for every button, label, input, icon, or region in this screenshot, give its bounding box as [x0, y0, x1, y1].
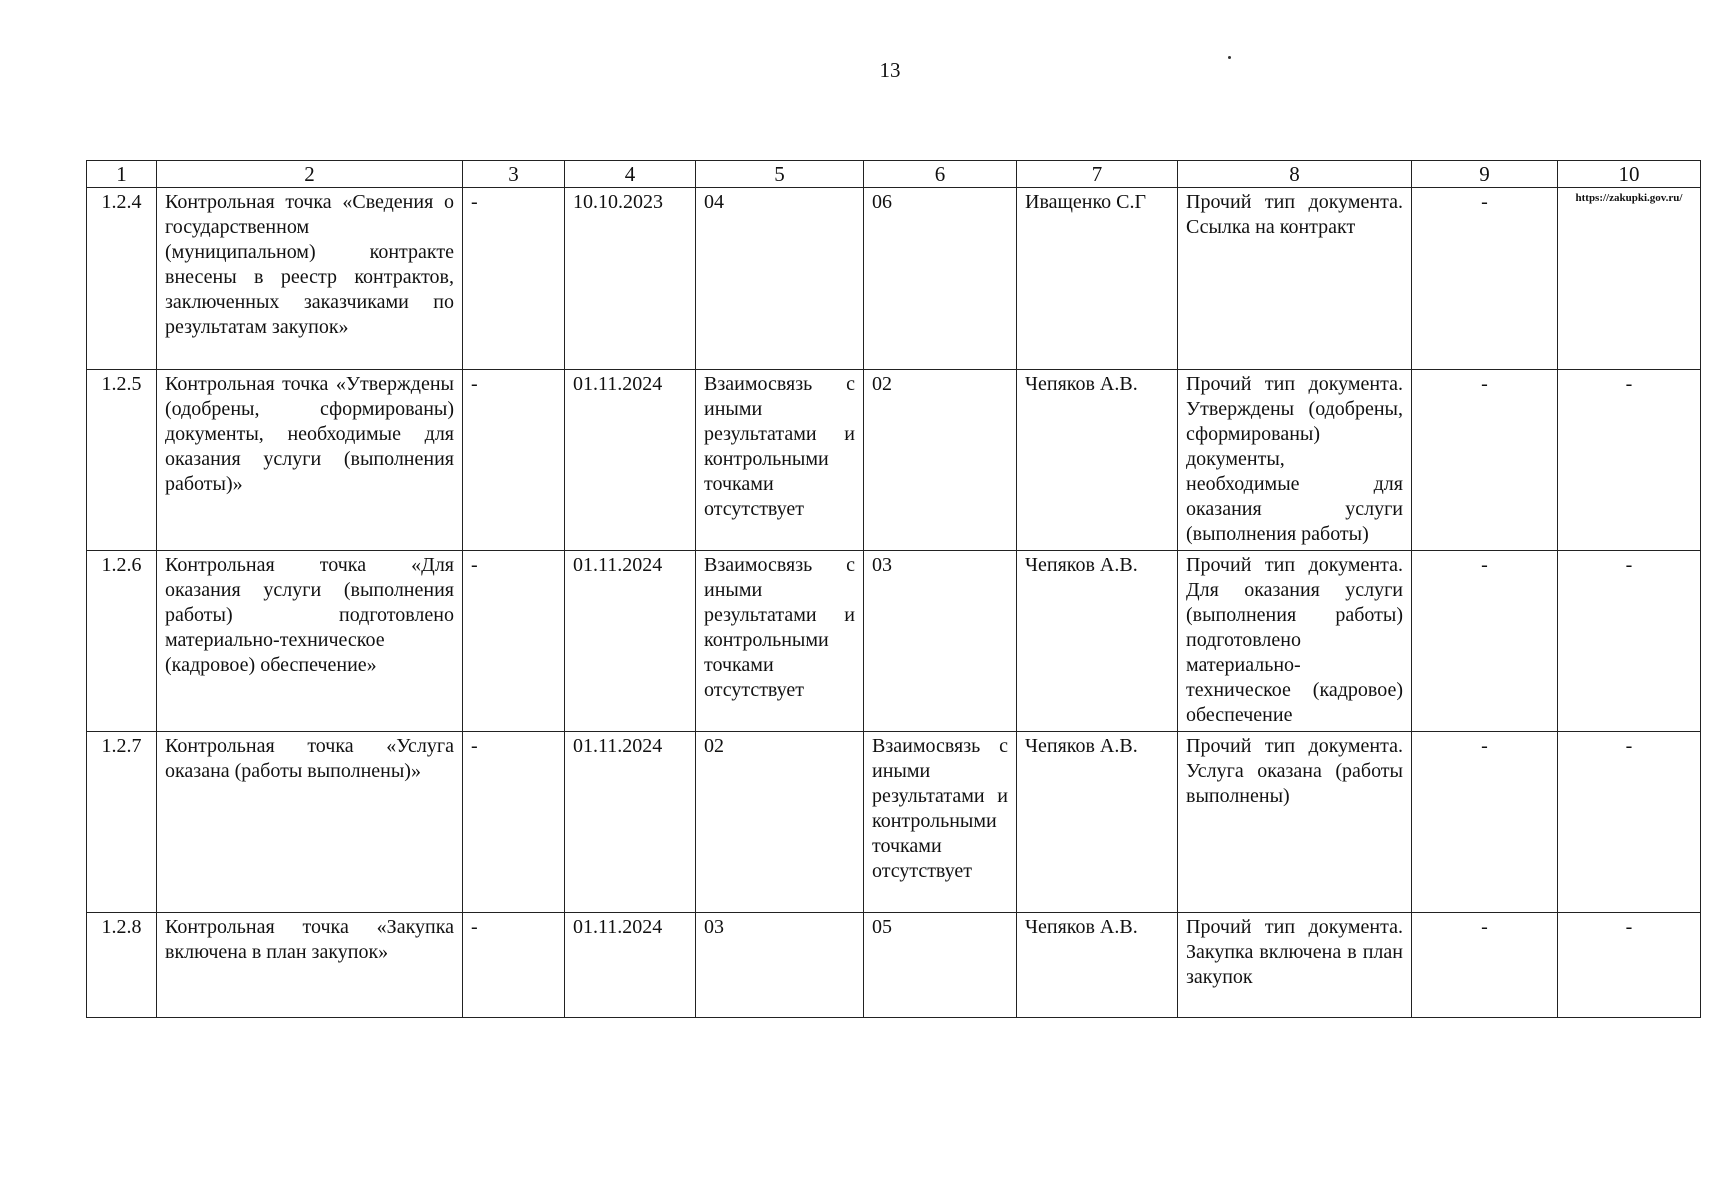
responsible-person: Чепяков А.В. [1017, 551, 1178, 732]
col3-value: - [463, 188, 565, 370]
document-type: Прочий тип документа. Утверждены (одобрены, сформированы) документы, необходимые для оказания услуги (выполнения работы) [1178, 370, 1412, 551]
col10-value: - [1558, 913, 1701, 1018]
col5-value: Взаимосвязь с иными результатами и контрольными точками отсутствует [696, 551, 864, 732]
reference-link: https://zakupki.gov.ru/ [1558, 188, 1701, 370]
responsible-person: Иващенко С.Г [1017, 188, 1178, 370]
responsible-person: Чепяков А.В. [1017, 732, 1178, 913]
col9-value: - [1412, 551, 1558, 732]
document-type: Прочий тип документа. Закупка включена в план закупок [1178, 913, 1412, 1018]
col3-value: - [463, 370, 565, 551]
col-header-8: 8 [1178, 161, 1412, 188]
col-header-2: 2 [157, 161, 463, 188]
col6-value: 02 [864, 370, 1017, 551]
date-value: 01.11.2024 [565, 732, 696, 913]
scan-speck [1228, 56, 1231, 59]
document-type: Прочий тип документа. Для оказания услуги (выполнения работы) подготовлено материально-техническое (кадровое) обеспечение [1178, 551, 1412, 732]
col-header-9: 9 [1412, 161, 1558, 188]
row-number: 1.2.5 [87, 370, 157, 551]
col-header-4: 4 [565, 161, 696, 188]
table-row [87, 551, 1701, 732]
date-value: 01.11.2024 [565, 370, 696, 551]
col10-value: - [1558, 732, 1701, 913]
col9-value: - [1412, 732, 1558, 913]
col10-value: - [1558, 551, 1701, 732]
table-row [87, 913, 1701, 1018]
responsible-person: Чепяков А.В. [1017, 370, 1178, 551]
row-number: 1.2.8 [87, 913, 157, 1018]
col3-value: - [463, 732, 565, 913]
col6-value: Взаимосвязь с иными результатами и контрольными точками отсутствует [864, 732, 1017, 913]
col3-value: - [463, 913, 565, 1018]
col6-value: 06 [864, 188, 1017, 370]
document-type: Прочий тип документа. Услуга оказана (работы выполнены) [1178, 732, 1412, 913]
control-point-name: Контрольная точка «Для оказания услуги (выполнения работы) подготовлено материально-техническое (кадровое) обеспечение» [157, 551, 463, 732]
col-header-10: 10 [1558, 161, 1701, 188]
control-point-name: Контрольная точка «Закупка включена в план закупок» [157, 913, 463, 1018]
date-value: 10.10.2023 [565, 188, 696, 370]
col-header-7: 7 [1017, 161, 1178, 188]
control-points-table [86, 160, 1701, 1018]
col5-value: Взаимосвязь с иными результатами и контрольными точками отсутствует [696, 370, 864, 551]
document-type: Прочий тип документа. Ссылка на контракт [1178, 188, 1412, 370]
header-row [87, 161, 1701, 188]
table-row [87, 188, 1701, 370]
col6-value: 03 [864, 551, 1017, 732]
page-number: 13 [879, 58, 901, 82]
row-number: 1.2.7 [87, 732, 157, 913]
col10-value: - [1558, 370, 1701, 551]
responsible-person: Чепяков А.В. [1017, 913, 1178, 1018]
col9-value: - [1412, 370, 1558, 551]
col-header-3: 3 [463, 161, 565, 188]
col-header-1: 1 [87, 161, 157, 188]
col6-value: 05 [864, 913, 1017, 1018]
row-number: 1.2.4 [87, 188, 157, 370]
control-point-name: Контрольная точка «Утверждены (одобрены, сформированы) документы, необходимые для оказания услуги (выполнения работы)» [157, 370, 463, 551]
col-header-5: 5 [696, 161, 864, 188]
control-point-name: Контрольная точка «Сведения о государственном (муниципальном) контракте внесены в реестр контрактов, заключенных заказчиками по результатам закупок» [157, 188, 463, 370]
col5-value: 03 [696, 913, 864, 1018]
table-row [87, 732, 1701, 913]
col9-value: - [1412, 913, 1558, 1018]
col3-value: - [463, 551, 565, 732]
col9-value: - [1412, 188, 1558, 370]
table-row [87, 370, 1701, 551]
col-header-6: 6 [864, 161, 1017, 188]
control-point-name: Контрольная точка «Услуга оказана (работы выполнены)» [157, 732, 463, 913]
col5-value: 04 [696, 188, 864, 370]
row-number: 1.2.6 [87, 551, 157, 732]
date-value: 01.11.2024 [565, 913, 696, 1018]
col5-value: 02 [696, 732, 864, 913]
date-value: 01.11.2024 [565, 551, 696, 732]
